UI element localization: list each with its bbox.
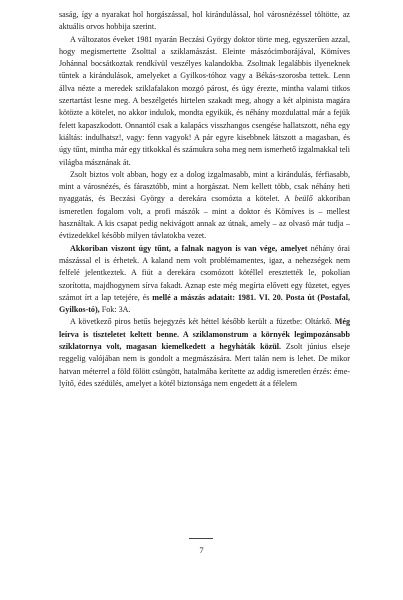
paragraph-text-run: mellé a mászás adatait: 1981. VI. 20. Posta út (Postafal, Gyilkos-tó), (59, 292, 350, 315)
body-paragraph (59, 9, 350, 34)
paragraph-text-run: néhány órai mászással el is érhetek. A kaland nem volt problémamentes, igaz, a nehezségek nem felfelé jelentkeztek. A fiút a derekára csomózott kötéllel eresztették le, pokolian szorította, majdhogynem sírva fakadt. Aznap este még megírta elővett egy füzetet, egyes számot írt a lap tetejére, és (59, 243, 350, 302)
paragraph-text-run: Fok: 3A. (99, 305, 131, 315)
paragraph-text-run: saság, így a nyarakat hol horgászással, hol kirándulással, hol városnézéssel töltötte, az aktuális orvos hobbija szerint. (59, 10, 350, 32)
book-page-body (59, 9, 350, 390)
paragraph-text-run: Zsolt biztos volt abban, hogy ez a dolog izgalmasabb, mint a kirándulás, férfiasabb, mint a városnézés, és fárasztóbb, mint a horgászat. Nem kellett több, csak néhány heti nyaggatás, és Beczási György a derekára csomózta a kötelet. A (59, 169, 350, 204)
paragraph-text-run: A következő piros betűs bejegyzés két héttel később került a füzetbe: Oltárkő. (70, 317, 335, 327)
body-paragraph (59, 34, 350, 169)
paragraph-text-run: A változatos éveket 1981 nyarán Beczási György doktor törte meg, egyszerűen azzal, hogy megismertette Zsolttal a sziklamászást. Eleinte mászócimborájával, Kömíves Johánnal bocsátkoztak rendkívül veszélyes kalandokba. Zsoltnak legalábbis ilyeneknek tűntek a kirándulások, amelyeket a Gyilkos-tóhoz vagy a Békás-szorosba tettek. Lenn állva nézte a meredek sziklafalakon mozgó párost, és úgy érezte, mintha valami titkos szertartást lesne meg. A beszélgetés hirtelen szakadt meg, ahogy a két alpinista magára kötözte a kötelet, no akkor indulok, mondta egyikük, és néhány mozdulattal már a fejük felett kapaszkodott. Onnantól csak a kalapács visszhangos csengése hallatszott, néha egy kiáltás: indulhatsz!, vagy: fenn vagyok! A pár egyre kisebbnek látszott a magasban, és úgy tűnt, mintha már egy titkokkal és számukra soha meg nem ismerhető izgalmakkal teli világba másznának át. (59, 34, 350, 167)
page-number-rule (189, 538, 213, 539)
page-number: 7 (199, 545, 204, 555)
body-paragraph (59, 316, 350, 390)
body-paragraph (59, 169, 350, 243)
paragraph-text-run: akkoriban ismeretlen fogalom volt, a profi mászók – mint a doktor és Kömíves is – mellest használtak. A kis csapat pedig nekivágott annak az útnak, amely – az olvasó már tudja – évtizedekkel később milyen távlatokba vezet. (59, 194, 351, 241)
paragraph-text-run: beülő (294, 194, 313, 204)
paragraph-text-run: Akkoriban viszont úgy tűnt, a falnak nagyon is van vége, amelyet (70, 243, 308, 253)
paragraph-text-run: Még leírva is tiszteletet keltett benne. A sziklamonstrum a környék legimpozánsabb sziklatornya volt, magasan kiemelkedett a hegyháták közül. (59, 317, 350, 352)
body-paragraph (59, 243, 350, 317)
paragraph-text-run: Zsolt június elseje reggelig valójában nem is gondolt a megmászására. Mert talán nem is lehet. De mikor hatvan méterrel a föld fölött csüngött, hatalmába kerítette az addig ismeretlen érzés: émelyítő, édes szédülés, amelyet a kötél biztonsága nem engedett át a félelem (59, 342, 350, 388)
